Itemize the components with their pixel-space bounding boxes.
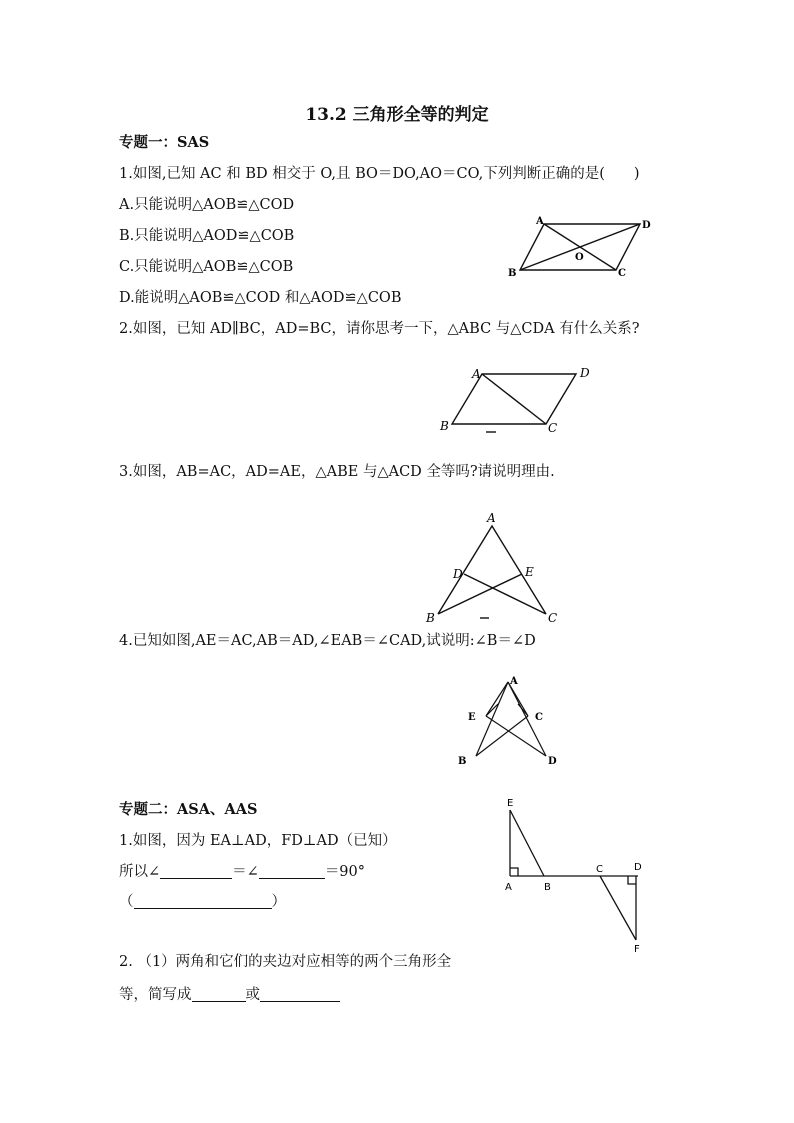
- s2-q2-prefix: 等，简写成: [119, 987, 192, 1003]
- s2-q1-line3: [119, 894, 286, 910]
- angle-blank-2[interactable]: [259, 864, 325, 879]
- q1-option-d: D.能说明△AOB≌△COD 和△AOD≌△COB: [119, 290, 402, 306]
- fig3-label-a: A: [487, 511, 496, 525]
- fig5-label-b: B: [544, 882, 551, 893]
- reason-blank[interactable]: [134, 894, 272, 909]
- figure-q2-parallelogram: [438, 362, 598, 437]
- fig3-label-d: D: [453, 567, 463, 581]
- fig4-label-b: B: [458, 756, 467, 767]
- fig4-label-d: D: [548, 756, 557, 767]
- s2-q1-prefix: 所以∠: [119, 864, 161, 880]
- fig1-label-d: D: [642, 220, 651, 231]
- abbrev-blank-2[interactable]: [260, 987, 340, 1002]
- s2-q2-line2: [119, 987, 340, 1003]
- q1-option-b: B.只能说明△AOD≌△COB: [119, 228, 295, 244]
- fig3-label-b: B: [426, 611, 435, 625]
- fig5-label-d: D: [634, 862, 642, 873]
- fig2-label-a: A: [472, 367, 481, 381]
- s2-q1-line2: [119, 864, 365, 880]
- figure-s2-right-triangles: [500, 794, 650, 954]
- s2-q2-line1: 2. （1）两角和它们的夹边对应相等的两个三角形全: [119, 954, 452, 970]
- abbrev-blank-1[interactable]: [192, 987, 246, 1002]
- s2-q1-close: ）: [271, 894, 286, 910]
- fig1-label-b: B: [508, 268, 517, 279]
- fig5-label-a: A: [505, 882, 512, 893]
- q3-question: 3.如图，AB=AC，AD=AE，△ABE 与△ACD 全等吗?请说明理由.: [119, 464, 555, 480]
- s2-q1-mid1: ＝∠: [232, 864, 259, 880]
- q4-question: 4.已知如图,AE＝AC,AB＝AD,∠EAB＝∠CAD,试说明:∠B＝∠D: [119, 633, 536, 649]
- section2-heading: 专题二：ASA、AAS: [119, 801, 258, 818]
- q1-question: 1.如图,已知 AC 和 BD 相交于 O,且 BO＝DO,AO＝CO,下列判断正确的是( ): [119, 166, 640, 182]
- q1-option-a: A.只能说明△AOB≌△COD: [119, 197, 295, 213]
- fig1-label-c: C: [618, 268, 626, 279]
- page-title: 13.2 三角形全等的判定: [305, 105, 489, 125]
- figure-q1-parallelogram: [500, 212, 660, 282]
- s2-q1-open: （: [119, 894, 134, 910]
- q1-option-c: C.只能说明△AOB≌△COB: [119, 259, 294, 275]
- q2-question: 2.如图，已知 AD∥BC，AD=BC，请你思考一下，△ABC 与△CDA 有什么关系?: [119, 321, 640, 337]
- fig3-label-c: C: [548, 611, 558, 625]
- figure-q4-triangles: [458, 672, 562, 772]
- s2-q1-line1: 1.如图，因为 EA⊥AD，FD⊥AD（已知）: [119, 833, 397, 849]
- fig1-label-o: O: [575, 252, 584, 263]
- s2-q1-mid2: ＝90°: [324, 864, 366, 880]
- angle-blank-1[interactable]: [160, 864, 232, 879]
- fig4-label-c: C: [535, 712, 543, 723]
- fig4-label-e: E: [468, 712, 476, 723]
- s2-q2-mid: 或: [245, 987, 260, 1003]
- fig5-label-e: E: [507, 798, 514, 809]
- fig2-label-c: C: [548, 421, 558, 435]
- fig1-label-a: A: [536, 216, 544, 227]
- figure-q3-triangle: [422, 508, 572, 628]
- fig2-label-b: B: [440, 419, 449, 433]
- fig3-label-e: E: [525, 565, 534, 579]
- fig4-label-a: A: [510, 676, 518, 687]
- section1-heading: 专题一：SAS: [119, 134, 210, 151]
- fig5-label-f: F: [634, 944, 640, 955]
- fig2-label-d: D: [580, 366, 590, 380]
- fig5-label-c: C: [596, 864, 603, 875]
